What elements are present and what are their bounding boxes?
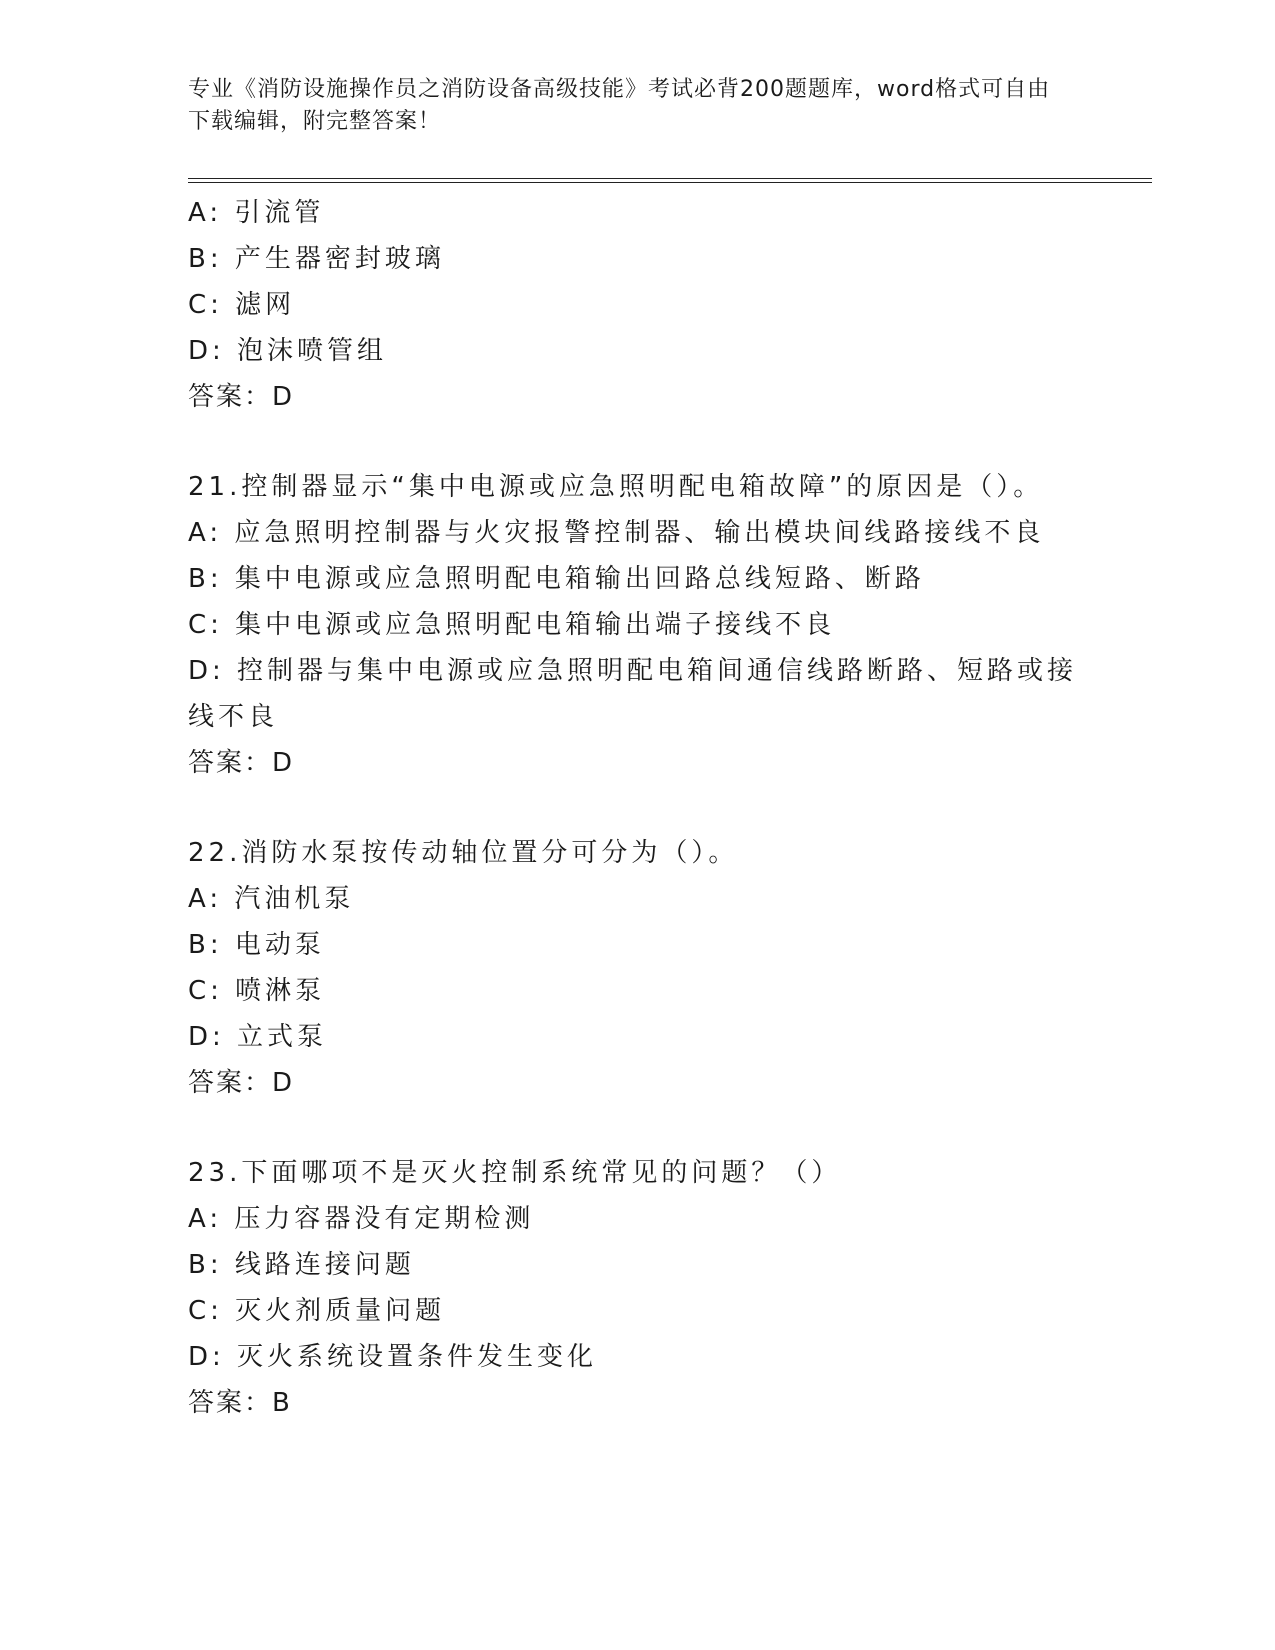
header-divider <box>188 178 1152 183</box>
option-a: A: 引流管 <box>188 198 325 228</box>
option-c: C: 灭火剂质量问题 <box>188 1296 446 1326</box>
option-a: A: 应急照明控制器与火灾报警控制器、输出模块间线路接线不良 <box>188 518 1045 548</box>
option-b: B: 产生器密封玻璃 <box>188 244 445 274</box>
option-d: D: 控制器与集中电源或应急照明配电箱间通信线路断路、短路或接线不良 <box>188 656 1078 732</box>
answer: 答案：D <box>188 748 295 778</box>
question-list <box>188 190 1088 1426</box>
answer: 答案：D <box>188 382 295 412</box>
option-d: D: 立式泵 <box>188 1022 328 1052</box>
option-a: A: 汽油机泵 <box>188 884 355 914</box>
option-d: D: 泡沫喷管组 <box>188 336 388 366</box>
question-block-21 <box>188 464 1088 786</box>
answer: 答案：D <box>188 1068 295 1098</box>
option-c: C: 滤网 <box>188 290 296 320</box>
document-header: 专业《消防设施操作员之消防设备高级技能》考试必背200题题库，word格式可自由下载编辑，附完整答案！ <box>188 77 1051 134</box>
option-d: D: 灭火系统设置条件发生变化 <box>188 1342 598 1372</box>
question-stem: 21.控制器显示“集中电源或应急照明配电箱故障”的原因是（）。 <box>188 472 1044 502</box>
question-stem: 23.下面哪项不是灭火控制系统常见的问题？（） <box>188 1158 842 1188</box>
option-a: A: 压力容器没有定期检测 <box>188 1204 535 1234</box>
question-block-23 <box>188 1150 1088 1426</box>
option-b: B: 电动泵 <box>188 930 325 960</box>
question-block-22 <box>188 830 1088 1106</box>
answer: 答案：B <box>188 1388 292 1418</box>
option-c: C: 喷淋泵 <box>188 976 326 1006</box>
question-stem: 22.消防水泵按传动轴位置分可分为（）。 <box>188 838 739 868</box>
question-block-prev <box>188 190 1088 420</box>
option-b: B: 线路连接问题 <box>188 1250 415 1280</box>
option-b: B: 集中电源或应急照明配电箱输出回路总线短路、断路 <box>188 564 925 594</box>
option-c: C: 集中电源或应急照明配电箱输出端子接线不良 <box>188 610 836 640</box>
